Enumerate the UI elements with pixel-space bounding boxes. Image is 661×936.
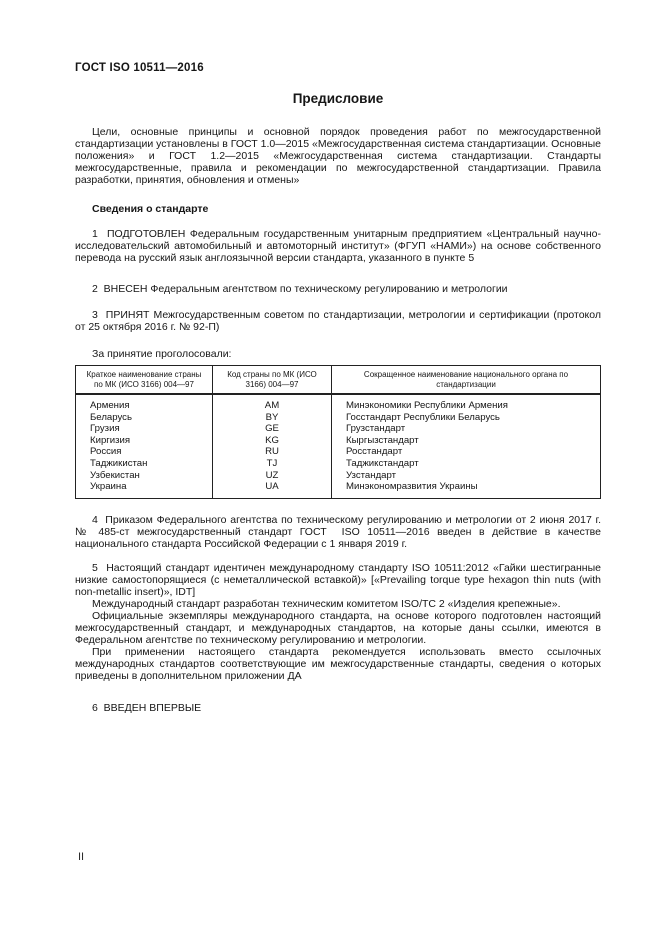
country-code-cell: KG [213, 435, 332, 447]
country-code-cell: RU [213, 446, 332, 458]
country-name-cell: Грузия [76, 423, 213, 435]
country-name-cell: Киргизия [76, 435, 213, 447]
country-code-cell: UZ [213, 470, 332, 482]
country-code-cell: TJ [213, 458, 332, 470]
item-adopted: 3 ПРИНЯТ Межгосударственным советом по стандартизации, метрологии и сертификации (протокол от 25 октября 2016 г. № 92-П) [75, 309, 601, 333]
org-name-cell: Таджикстандарт [332, 458, 601, 470]
org-name-cell: Росстандарт [332, 446, 601, 458]
country-name-cell: Украина [76, 481, 213, 498]
col-header-org: Сокращенное наименование национального органа по стандартизации [332, 366, 601, 395]
col-header-country: Краткое наименование страны по МК (ИСО 3166) 004—97 [76, 366, 213, 395]
org-name-cell: Минэкономики Республики Армения [332, 394, 601, 412]
vote-heading: За принятие проголосовали: [92, 348, 232, 360]
table-row [76, 423, 601, 435]
table-row [76, 412, 601, 424]
country-name-cell: Таджикистан [76, 458, 213, 470]
vote-table-header [76, 366, 601, 395]
item-submitted: 2 ВНЕСЕН Федеральным агентством по техническому регулированию и метрологии [92, 283, 508, 295]
vote-table-body [76, 394, 601, 498]
item-order: 4 Приказом Федерального агентства по техническому регулированию и метрологии от 2 июня 2017 г. № 485-ст межгосударственный стандарт ГОСТ ISO 10511—2016 введен в действие в качестве национального стандарта Российской Федерации с 1 января 2019 г. [75, 513, 601, 550]
item-tc-note: Международный стандарт разработан техническим комитетом ISO/ТС 2 «Изделия крепежные». [92, 597, 561, 610]
country-code-cell: AM [213, 394, 332, 412]
standard-info-heading: Сведения о стандарте [92, 203, 209, 215]
country-name-cell: Россия [76, 446, 213, 458]
foreword-intro-paragraph: Цели, основные принципы и основной порядок проведения работ по межгосударственной стандартизации установлены в ГОСТ 1.0—2015 «Межгосударственная система стандартизации. Основные положения» и ГОСТ 1.2—2015 «Межгосударственная система стандартизации. Стандарты межгосударственные, правила и рекомендации по межгосударственной стандартизации. Правила разработки, принятия, обновления и отмены» [75, 126, 601, 186]
country-name-cell: Беларусь [76, 412, 213, 424]
org-name-cell: Минэкономразвития Украины [332, 481, 601, 498]
item-identical: 5 Настоящий стандарт идентичен международному стандарту ISO 10511:2012 «Гайки шестигранные низкие самостопорящиеся (с неметаллической вставкой)» [«Prevailing torque type hexagon thin nuts (with non-metallic insert)», IDT] [75, 561, 601, 598]
table-row [76, 470, 601, 482]
page-title: Предисловие [292, 91, 384, 106]
table-row [76, 458, 601, 470]
table-row [76, 481, 601, 498]
country-code-cell: BY [213, 412, 332, 424]
item-application-note: При применении настоящего стандарта рекомендуется использовать вместо ссылочных международных стандартов соответствующие им межгосударственные стандарты, сведения о которых приведены в дополнительном приложении ДА [75, 645, 601, 682]
country-name-cell: Узбекистан [76, 470, 213, 482]
vote-table [75, 365, 601, 499]
page-content [75, 62, 601, 714]
page-number: II [78, 851, 85, 863]
org-name-cell: Госстандарт Республики Беларусь [332, 412, 601, 424]
org-name-cell: Грузстандарт [332, 423, 601, 435]
col-header-code: Код страны по МК (ИСО 3166) 004—97 [213, 366, 332, 395]
doc-code-header: ГОСТ ISO 10511—2016 [75, 62, 204, 74]
org-name-cell: Узстандарт [332, 470, 601, 482]
item-prepared: 1 ПОДГОТОВЛЕН Федеральным государственным унитарным предприятием «Центральный научно-исследовательский автомобильный и автомоторный институт» (ФГУП «НАМИ») на основе собственного перевода на русский язык англоязычной версии стандарта, указанного в пункте 5 [75, 228, 601, 264]
country-name-cell: Армения [76, 394, 213, 412]
item-copies-note: Официальные экземпляры международного стандарта, на основе которого подготовлен настоящий межгосударственный стандарт, и международных стандартов, на которые даны ссылки, имеются в Федеральном агентстве по техническому регулированию и метрологии. [75, 609, 601, 646]
item-first-introduced: 6 ВВЕДЕН ВПЕРВЫЕ [92, 701, 202, 714]
table-row [76, 446, 601, 458]
country-code-cell: UA [213, 481, 332, 498]
org-name-cell: Кыргызстандарт [332, 435, 601, 447]
table-row [76, 435, 601, 447]
country-code-cell: GE [213, 423, 332, 435]
table-row [76, 394, 601, 412]
table-header-row [76, 366, 601, 395]
